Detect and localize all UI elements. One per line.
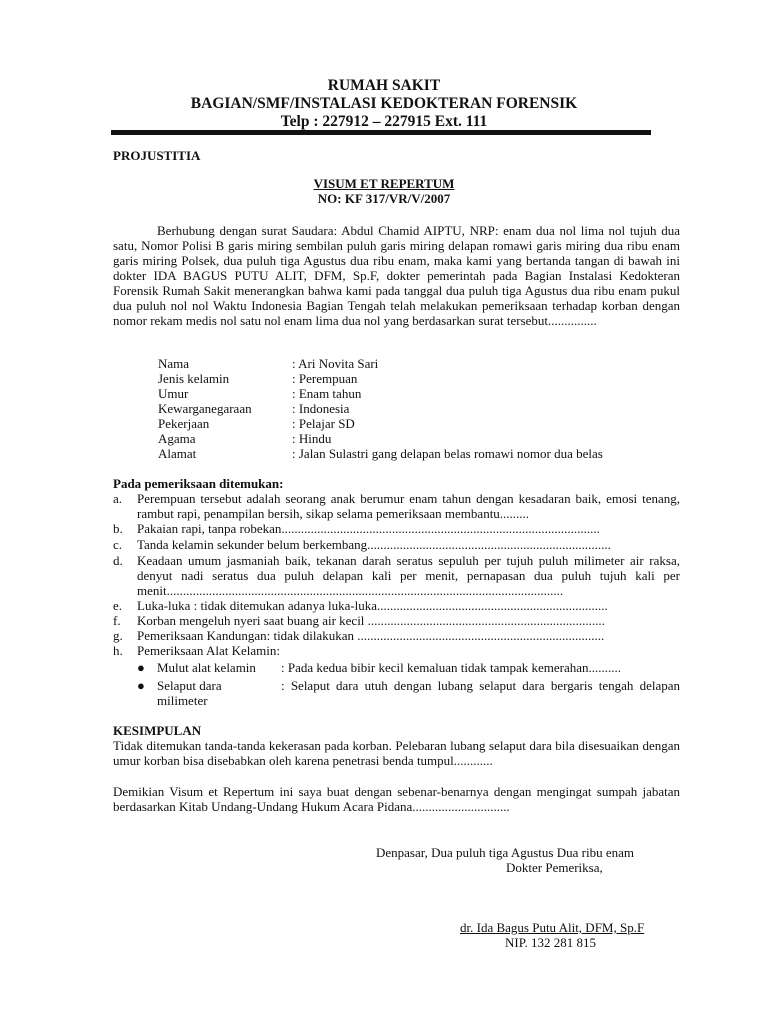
finding-marker: d. <box>113 553 123 568</box>
finding-marker: e. <box>113 598 123 613</box>
finding-text: Pakaian rapi, tanpa robekan.................................................................................................. <box>137 521 600 536</box>
conclusion-paragraph: Tidak ditemukan tanda-tanda kekerasan pada korban. Pelebaran lubang selaput dara bila disesuaikan dengan umur korban bisa disebabkan oleh karena penetrasi benda tumpul............ <box>113 738 680 768</box>
identity-row <box>158 356 378 372</box>
finding-item <box>113 491 680 521</box>
finding-marker: c. <box>113 537 123 552</box>
department-name: BAGIAN/SMF/INSTALASI KEDOKTERAN FORENSIK <box>190 95 578 112</box>
closing-paragraph: Demikian Visum et Repertum ini saya buat dengan sebenar-benarnya dengan mengingat sumpah jabatan berdasarkan Kitab Undang-Undang Hukum Acara Pidana.............................. <box>113 784 680 814</box>
finding-item <box>113 521 680 536</box>
identity-value: : Hindu <box>292 431 332 446</box>
genital-exam-item <box>135 660 680 675</box>
identity-value: : Ari Novita Sari <box>292 356 379 371</box>
finding-item <box>113 598 680 613</box>
identity-label: Jenis kelamin <box>158 371 230 386</box>
exam-label: Selaput dara <box>157 678 222 693</box>
finding-marker: a. <box>113 491 123 506</box>
identity-row <box>158 416 355 432</box>
identity-value: : Enam tahun <box>292 386 362 401</box>
telephone-line: Telp : 227912 – 227915 Ext. 111 <box>280 113 488 130</box>
finding-item <box>113 643 680 658</box>
conclusion-title: KESIMPULAN <box>113 723 202 738</box>
identity-row <box>158 386 361 402</box>
finding-item <box>113 553 680 598</box>
identity-value: : Indonesia <box>292 401 350 416</box>
findings-title: Pada pemeriksaan ditemukan: <box>113 476 284 491</box>
finding-text: Tanda kelamin sekunder belum berkembang........................................................................... <box>137 537 611 552</box>
finding-text: Pemeriksaan Kandungan: tidak dilakukan ............................................................................ <box>137 628 605 643</box>
intro-paragraph: Berhubung dengan surat Saudara: Abdul Chamid AIPTU, NRP: enam dua nol lima nol tujuh dua satu, Nomor Polisi B garis miring sembilan puluh garis miring delapan romawi garis miring dua ribu enam garis miring Polsek, dua puluh tiga Agustus dua ribu enam, maka kami yang bertanda tangan di bawah ini dokter IDA BAGUS PUTU ALIT, DFM, Sp.F, dokter pemerintah pada Bagian Instalasi Kedokteran Forensik Rumah Sakit menerangkan bahwa kami pada tanggal dua puluh tiga Agustus dua ribu enam pukul dua puluh nol nol Waktu Indonesia Bagian Tengah telah melakukan pemeriksaan terhadap korban dengan nomor rekam medis nol satu nol enam lima dua nol yang berdasarkan surat tersebut............... <box>113 223 680 328</box>
identity-value: : Perempuan <box>292 371 358 386</box>
finding-marker: f. <box>113 613 121 628</box>
doctor-name: dr. Ida Bagus Putu Alit, DFM, Sp.F <box>460 920 645 935</box>
genital-exam-item <box>135 678 680 708</box>
finding-item <box>113 628 680 643</box>
finding-marker: g. <box>113 628 123 643</box>
identity-row <box>158 431 331 447</box>
finding-marker: b. <box>113 521 123 536</box>
header-divider <box>111 130 651 135</box>
finding-text: Luka-luka : tidak ditemukan adanya luka-luka....................................................................... <box>137 598 608 613</box>
finding-text: Pemeriksaan Alat Kelamin: <box>137 643 280 658</box>
finding-text: Korban mengeluh nyeri saat buang air kecil ......................................................................... <box>137 613 605 628</box>
exam-value: : Selaput dara utuh dengan lubang selaput dara bergaris tengah delapan milimeter <box>157 678 680 708</box>
exam-label: Mulut alat kelamin <box>157 660 256 675</box>
finding-item <box>113 613 680 628</box>
identity-row <box>158 371 357 387</box>
hospital-name: RUMAH SAKIT <box>327 77 441 94</box>
identity-label: Pekerjaan <box>158 416 210 431</box>
exam-value: : Pada kedua bibir kecil kemaluan tidak tampak kemerahan.......... <box>281 660 622 675</box>
document-title: VISUM ET REPERTUM <box>313 176 455 191</box>
identity-label: Agama <box>158 431 196 446</box>
finding-item <box>113 537 680 552</box>
bullet-icon: ● <box>137 678 145 693</box>
identity-label: Alamat <box>158 446 197 461</box>
examiner-title: Dokter Pemeriksa, <box>506 860 603 875</box>
projustitia-label: PROJUSTITIA <box>113 148 201 163</box>
finding-marker: h. <box>113 643 123 658</box>
identity-row <box>158 446 603 462</box>
document-number: NO: KF 317/VR/V/2007 <box>317 191 451 206</box>
identity-row <box>158 401 349 417</box>
bullet-icon: ● <box>137 660 145 675</box>
identity-label: Nama <box>158 356 190 371</box>
identity-label: Umur <box>158 386 189 401</box>
finding-text: Perempuan tersebut adalah seorang anak berumur enam tahun dengan kesadaran baik, emosi tenang, rambut rapi, penampilan bersih, sikap selama pemeriksaan membantu......... <box>137 491 680 521</box>
finding-text: Keadaan umum jasmaniah baik, tekanan darah seratus sepuluh per tujuh puluh milimeter air raksa, denyut nadi seratus dua puluh delapan kali per menit, pernapasan dua puluh tujuh kali per menit.......................................................................................................................... <box>137 553 680 598</box>
place-date: Denpasar, Dua puluh tiga Agustus Dua ribu enam <box>376 845 634 860</box>
identity-label: Kewarganegaraan <box>158 401 252 416</box>
doctor-nip: NIP. 132 281 815 <box>505 935 597 950</box>
identity-value: : Pelajar SD <box>292 416 355 431</box>
identity-value: : Jalan Sulastri gang delapan belas romawi nomor dua belas <box>292 446 603 461</box>
